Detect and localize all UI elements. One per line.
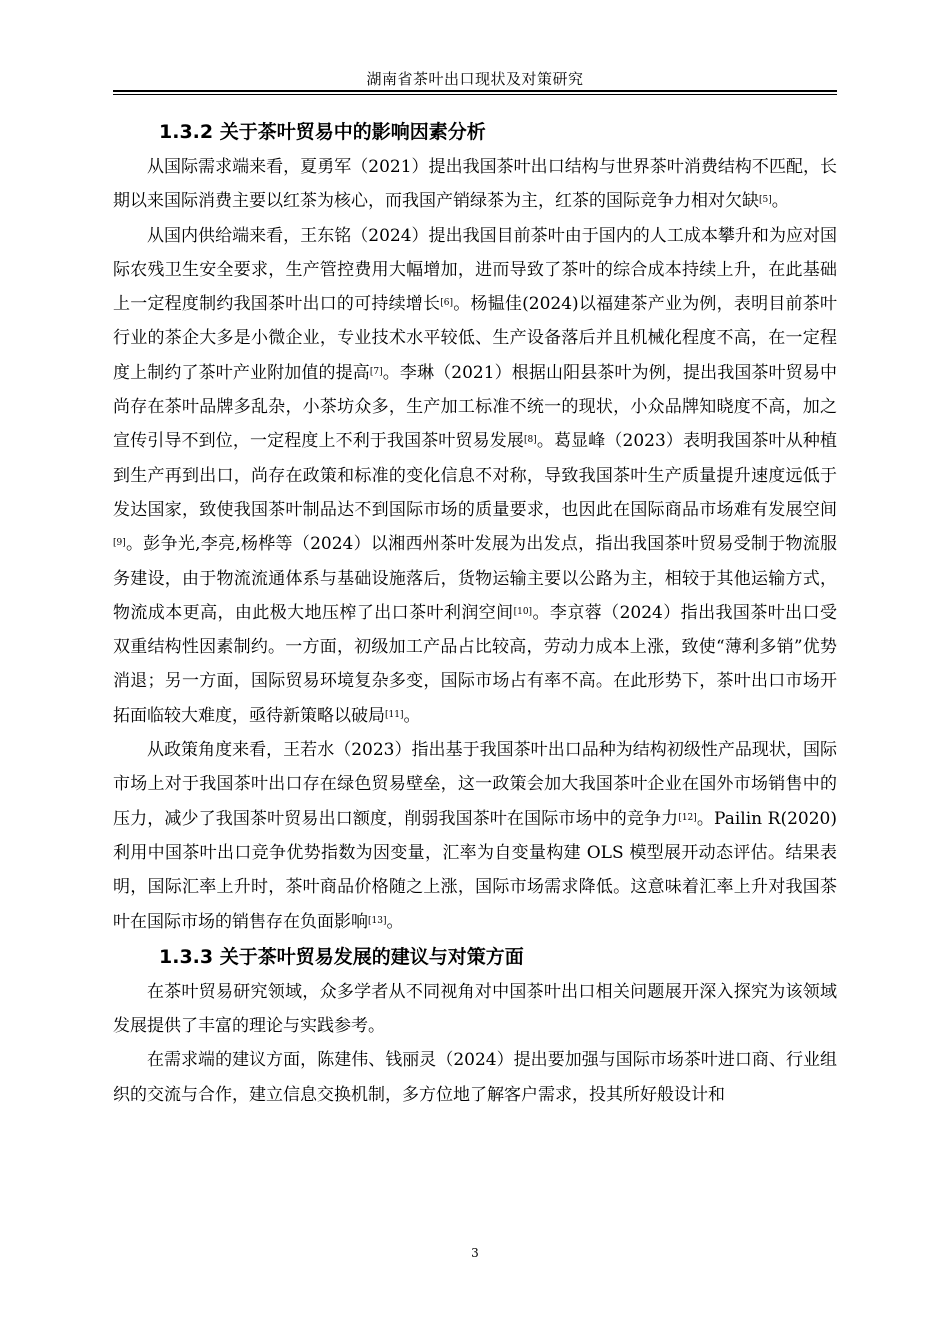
paragraph-text: 。彭争光,李亮,杨桦等（2024）以湘西州茶叶发展为出发点，指出我国茶叶贸易受制于物流服务建设，由于物流流通体系与基础设施落后，货物运输主要以公路为主，相较于其他运输方式，物流成本更高，由此极大地压榨了出口茶叶利润空间: [113, 534, 837, 623]
citation-ref: [8]: [524, 435, 537, 446]
paragraph-policy: [113, 733, 837, 939]
header-rule-thick: [113, 90, 837, 92]
paragraph-text: 从国际需求端来看，夏勇军（2021）提出我国茶叶出口结构与世界茶叶消费结构不匹配，长期以来国际消费主要以红茶为核心，而我国产销绿茶为主，红茶的国际竞争力相对欠缺: [113, 157, 837, 212]
paragraph-text: 。李琳（2021）根据山阳县茶叶为例，提出我国茶叶贸易中尚存在茶叶品牌多乱杂，小茶坊众多，生产加工标准不统一的现状，小众品牌知晓度不高，加之宣传引导不到位，一定程度上不利于我国茶叶贸易发展: [113, 362, 838, 452]
citation-ref: [11]: [385, 709, 404, 720]
paragraph-text: 。Pailin R(2020)利用中国茶叶出口竞争优势指数为因变量，汇率为自变量构建 OLS 模型展开动态评估。结果表明，国际汇率上升时，茶叶商品价格随之上涨，国际市场需求降低。这意味着汇率上升对我国茶叶在国际市场的销售存在负面影响: [113, 808, 837, 932]
paragraph-text: 从政策角度来看，王若水（2023）指出基于我国茶叶出口品种为结构初级性产品现状，国际市场上对于我国茶叶出口存在绿色贸易壁垒，这一政策会加大我国茶叶企业在国外市场销售中的压力，减少了我国茶叶贸易出口额度，削弱我国茶叶在国际市场中的竞争力: [113, 740, 837, 829]
paragraph-text: 。李京蓉（2024）指出我国茶叶出口受双重结构性因素制约。一方面，初级加工产品占比较高，劳动力成本上涨，致使“薄利多销”优势消退；另一方面，国际贸易环境复杂多变，国际市场占有率不高。在此形势下，茶叶出口市场开拓面临较大难度，亟待新策略以破局: [113, 602, 838, 726]
citation-ref: [7]: [369, 366, 383, 377]
citation-ref: [6]: [440, 298, 453, 309]
paragraph-international-demand: [113, 150, 837, 219]
citation-ref: [10]: [513, 606, 533, 617]
citation-ref: [9]: [113, 538, 126, 549]
paragraph-research-overview: 在茶叶贸易研究领域，众多学者从不同视角对中国茶叶出口相关问题展开深入探究为该领域发展提供了丰富的理论与实践参考。: [113, 981, 837, 1037]
citation-ref: [12]: [678, 812, 697, 823]
paragraph-text: 从国内供给端来看，王东铭（2024）提出我国目前茶叶由于国内的人工成本攀升和为应对国际农残卫生安全要求，生产管控费用大幅增加，进而导致了茶叶的综合成本持续上升，在此基础上一定程度制约我国茶叶出口的可持续增长: [113, 225, 837, 315]
citation-ref: [5]: [759, 195, 772, 206]
paragraph-demand-suggestions: 在需求端的建议方面，陈建伟、钱丽灵（2024）提出要加强与国际市场茶叶进口商、行业组织的交流与合作，建立信息交换机制，多方位地了解客户需求，投其所好般设计和: [113, 1050, 837, 1105]
section-heading-1-3-2: 1.3.2 关于茶叶贸易中的影响因素分析: [159, 121, 486, 143]
paragraph-text: 。: [771, 191, 789, 212]
body-text: [113, 114, 837, 1112]
paragraph-text: 。: [386, 911, 404, 932]
header-rule-thin: [113, 94, 837, 95]
running-header: 湖南省茶叶出口现状及对策研究: [366, 70, 584, 88]
citation-ref: [13]: [368, 915, 387, 926]
paragraph-text: 。杨韫佳(2024)以福建茶产业为例，表明目前茶叶行业的茶企大多是小微企业，专业技术水平较低、生产设备落后并且机械化程度不高，在一定程度上制约了茶叶产业附加值的提高: [113, 294, 837, 383]
section-heading-1-3-3: 1.3.3 关于茶叶贸易发展的建议与对策方面: [159, 945, 524, 968]
paragraph-text: 。葛显峰（2023）表明我国茶叶从种植到生产再到出口，尚存在政策和标准的变化信息不对称，导致我国茶叶生产质量提升速度远低于发达国家，致使我国茶叶制品达不到国际市场的质量要求，也因此在国际商品市场难有发展空间: [113, 431, 838, 520]
paragraph-text: 。: [403, 705, 421, 726]
page-number: 3: [471, 1246, 479, 1260]
paragraph-domestic-supply: [113, 219, 837, 733]
